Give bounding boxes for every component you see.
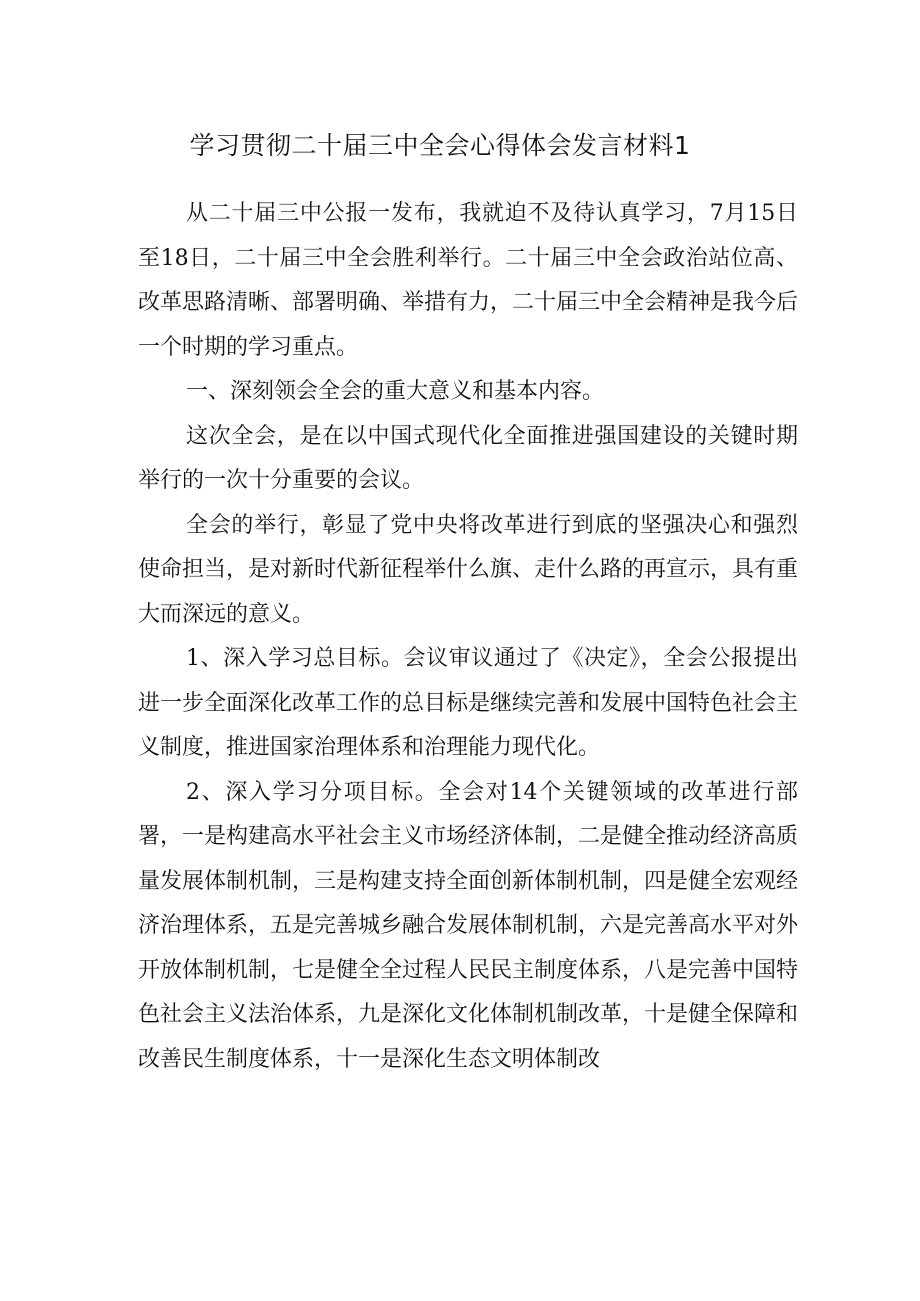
paragraph-significance: 全会的举行，彰显了党中央将改革进行到底的坚强决心和强烈使命担当，是对新时代新征程举什么旗、走什么路的再宣示，具有重大而深远的意义。 bbox=[138, 512, 799, 627]
paragraph-meeting-context: 这次全会，是在以中国式现代化全面推进强国建设的关键时期举行的一次十分重要的会议。 bbox=[138, 423, 798, 493]
document-title: 学习贯彻二十届三中全会心得体会发言材料1 bbox=[189, 131, 691, 160]
paragraph-intro: 从二十届三中公报一发布，我就迫不及待认真学习，7月15日至18日，二十届三中全会胜利举行。二十届三中全会政治站位高、改革思路清晰、部署明确、举措有力，二十届三中全会精神是我今后一个时期的学习重点。 bbox=[138, 201, 799, 360]
paragraph-section-heading: 一、深刻领会全会的重大意义和基本内容。 bbox=[186, 379, 605, 404]
document-body bbox=[138, 192, 798, 1082]
paragraph-sub-goals: 2、深入学习分项目标。全会对14个关键领域的改革进行部署，一是构建高水平社会主义市场经济体制，二是健全推动经济高质量发展体制机制，三是构建支持全面创新体制机制，四是健全宏观经济治理体系，五是完善城乡融合发展体制机制，六是完善高水平对外开放体制机制，七是健全全过程人民民主制度体系，八是完善中国特色社会主义法治体系，九是深化文化体制机制改革，十是健全保障和改善民生制度体系，十一是深化生态文明体制改 bbox=[138, 779, 799, 1072]
paragraph-overall-goal: 1、深入学习总目标。会议审议通过了《决定》，全会公报提出进一步全面深化改革工作的总目标是继续完善和发展中国特色社会主义制度，推进国家治理体系和治理能力现代化。 bbox=[138, 646, 799, 760]
